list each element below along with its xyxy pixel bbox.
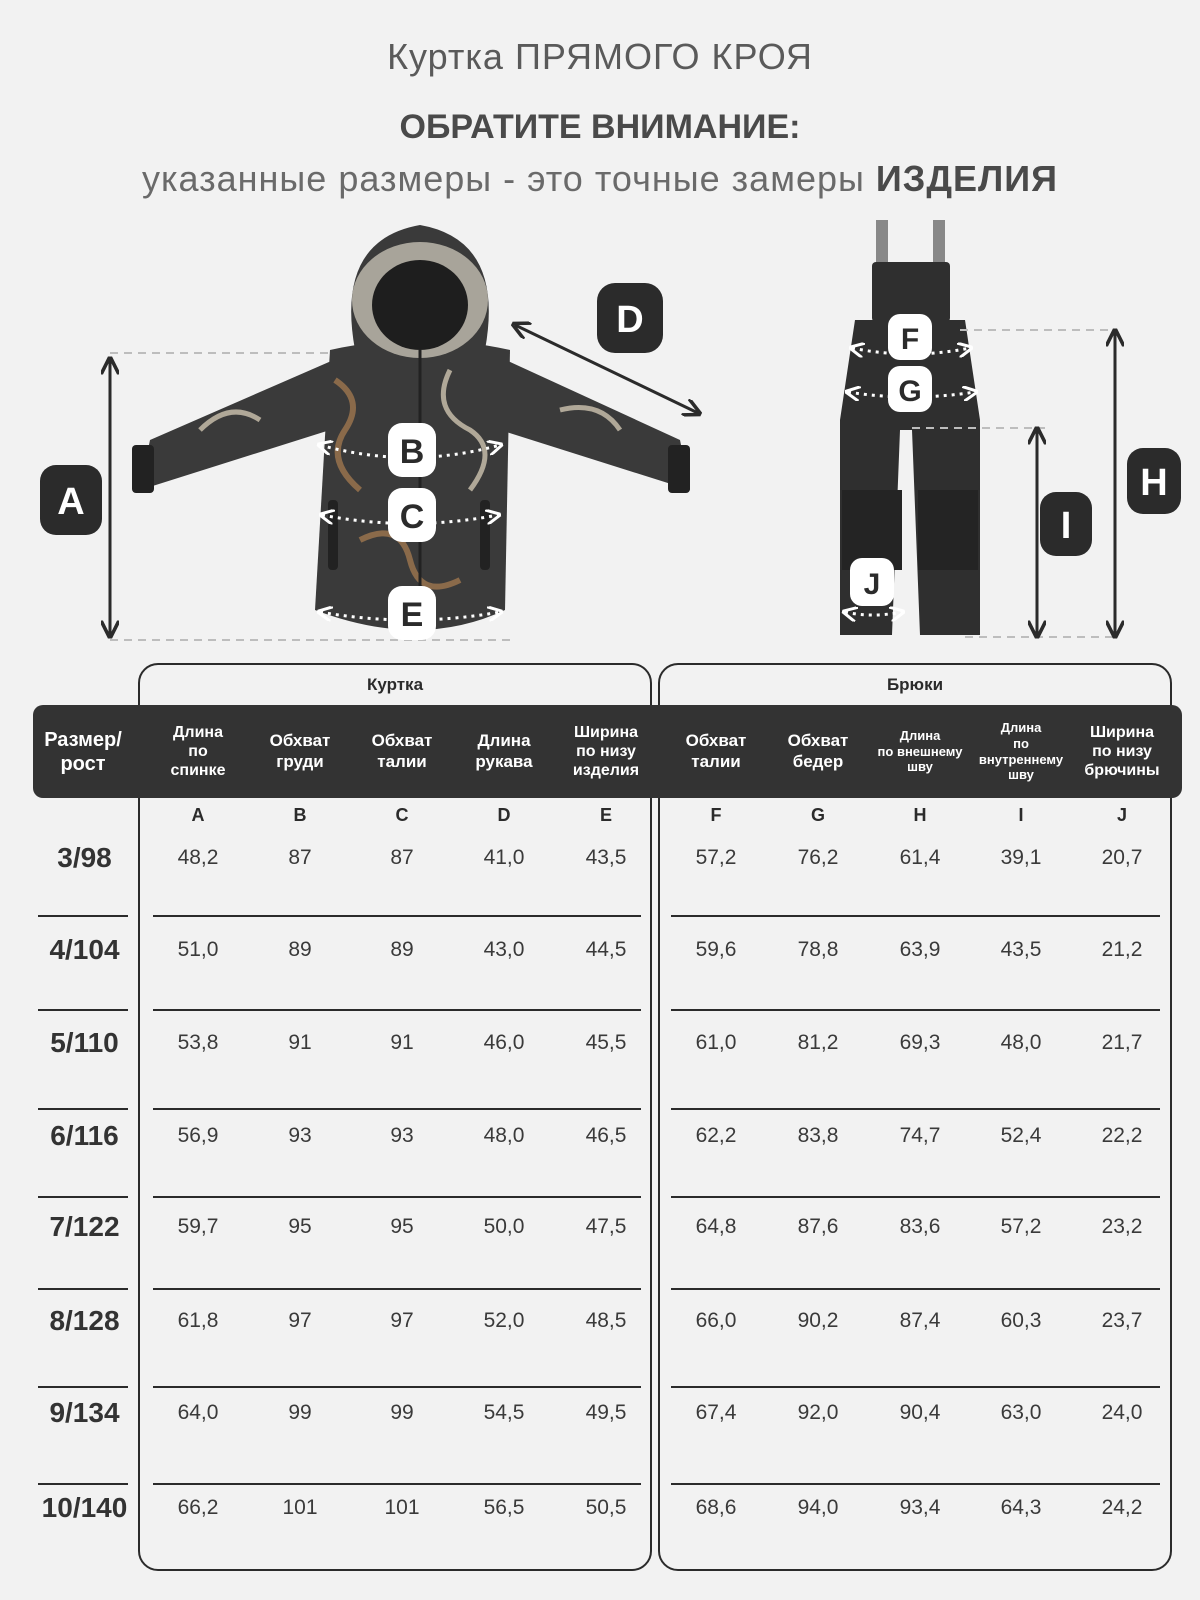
table-cell: 50,5 (585, 1496, 627, 1519)
column-letter-j: J (1116, 805, 1127, 825)
table-cell: 93 (288, 1124, 312, 1147)
note-text: указанные размеры - это точные замеры (141, 158, 865, 199)
column-letter-e: E (599, 805, 612, 825)
column-header-d (452, 705, 556, 798)
row-divider (671, 1108, 1160, 1110)
jacket-group-frame (138, 663, 652, 1571)
row-size-label: 4/104 (49, 934, 120, 965)
table-cell: 48,0 (483, 1124, 525, 1147)
table-cell: 66,2 (177, 1496, 219, 1519)
table-cell: 99 (288, 1401, 312, 1424)
label-G (888, 366, 932, 412)
jacket-group-title: Куртка (366, 675, 424, 694)
column-header-f (664, 705, 768, 798)
table-cell: 51,0 (177, 938, 219, 961)
row-divider (671, 1009, 1160, 1011)
table-cell: 90,2 (797, 1309, 839, 1332)
column-header-line: Длина (1000, 720, 1042, 736)
svg-text:I: I (1060, 505, 1072, 547)
row-size-label: 10/140 (41, 1492, 128, 1523)
table-cell: 21,7 (1101, 1031, 1143, 1054)
column-header-b (248, 705, 352, 798)
row-divider (153, 1108, 641, 1110)
column-header-line: шву (907, 759, 933, 775)
table-cell: 59,7 (177, 1215, 219, 1238)
table-cell: 93 (390, 1124, 414, 1147)
table-cell: 22,2 (1101, 1124, 1143, 1147)
table-cell: 57,2 (1000, 1215, 1042, 1238)
column-header-line: по низу (1092, 742, 1152, 760)
row-divider (153, 1009, 641, 1011)
column-header-e (554, 705, 658, 798)
row-divider (153, 1288, 641, 1290)
column-letter-a: A (191, 805, 205, 825)
column-header-line: по внешнему (877, 743, 963, 759)
table-cell: 76,2 (797, 846, 839, 869)
column-header-line: Обхват (269, 731, 331, 751)
table-cell: 87 (288, 846, 312, 869)
table-cell: 44,5 (585, 938, 627, 961)
table-cell: 78,8 (797, 938, 839, 961)
column-header-line: Ширина (573, 723, 639, 741)
column-header-line: изделия (572, 762, 640, 780)
table-cell: 21,2 (1101, 938, 1143, 961)
column-header-j (1070, 705, 1174, 798)
column-letter-g: G (810, 805, 825, 825)
table-cell: 95 (288, 1215, 312, 1238)
column-header-line: талии (691, 751, 741, 771)
table-cell: 87,6 (797, 1215, 839, 1238)
svg-text:F: F (900, 323, 920, 356)
column-header-g (766, 705, 870, 798)
row-divider (153, 1196, 641, 1198)
table-cell: 52,0 (483, 1309, 525, 1332)
column-header-a (146, 705, 250, 798)
table-cell: 48,0 (1000, 1031, 1042, 1054)
table-cell: 93,4 (899, 1496, 941, 1519)
label-C (388, 488, 436, 542)
table-cell: 56,5 (483, 1496, 525, 1519)
title-emphasis: ПРЯМОГО КРОЯ (514, 36, 813, 77)
table-cell: 54,5 (483, 1401, 525, 1424)
row-divider (38, 1196, 128, 1198)
svg-text:G: G (898, 375, 922, 408)
column-header-h (868, 705, 972, 798)
row-size-label: 6/116 (50, 1120, 119, 1151)
size-header (33, 705, 133, 798)
column-header-line: по (1013, 735, 1029, 751)
table-cell: 63,0 (1000, 1401, 1042, 1424)
svg-text:J: J (863, 568, 881, 601)
column-letter-d: D (497, 805, 511, 825)
table-cell: 52,4 (1000, 1124, 1042, 1147)
svg-text:B: B (399, 433, 425, 471)
row-divider (153, 915, 641, 917)
row-divider (671, 1288, 1160, 1290)
table-cell: 64,3 (1000, 1496, 1042, 1519)
table-cell: 43,5 (585, 846, 627, 869)
table-cell: 64,0 (177, 1401, 219, 1424)
table-cell: 45,5 (585, 1031, 627, 1054)
column-letter-c: C (395, 805, 409, 825)
label-D (597, 283, 663, 353)
table-cell: 23,2 (1101, 1215, 1143, 1238)
table-cell: 90,4 (899, 1401, 941, 1424)
label-F (888, 314, 932, 360)
table-cell: 74,7 (899, 1124, 941, 1147)
svg-text:C: C (399, 498, 425, 536)
note-bold: ИЗДЕЛИЯ (875, 158, 1058, 199)
table-cell: 59,6 (695, 938, 737, 961)
table-cell: 56,9 (177, 1124, 219, 1147)
garment-illustration (0, 210, 1200, 650)
table-cell: 89 (288, 938, 312, 961)
table-cell: 87,4 (899, 1309, 941, 1332)
table-cell: 101 (282, 1496, 318, 1519)
row-divider (671, 1483, 1160, 1485)
table-header (33, 705, 1182, 798)
column-header-line: Длина (173, 723, 223, 741)
table-cell: 69,3 (899, 1031, 941, 1054)
row-divider (38, 1288, 128, 1290)
pants-group-title: Брюки (886, 675, 944, 694)
table-cell: 57,2 (695, 846, 737, 869)
table-cell: 20,7 (1101, 846, 1143, 869)
column-header-line: бедер (792, 751, 844, 771)
label-E (388, 586, 436, 640)
table-cell: 83,6 (899, 1215, 941, 1238)
column-header-line: спинке (170, 762, 226, 780)
table-cell: 63,9 (899, 938, 941, 961)
column-header-line: шву (1008, 767, 1034, 783)
table-cell: 46,0 (483, 1031, 525, 1054)
column-header-line: талии (377, 751, 427, 771)
table-cell: 43,5 (1000, 938, 1042, 961)
table-cell: 68,6 (695, 1496, 737, 1519)
row-divider (38, 1009, 128, 1011)
column-header-line: Обхват (371, 731, 433, 751)
table-cell: 101 (384, 1496, 420, 1519)
column-letter-i: I (1018, 805, 1024, 825)
table-cell: 66,0 (695, 1309, 737, 1332)
attention-heading: ОБРАТИТЕ ВНИМАНИЕ: (399, 108, 801, 146)
column-header-line: Длина (899, 728, 941, 744)
pants-group-frame (658, 663, 1172, 1571)
table-cell: 60,3 (1000, 1309, 1042, 1332)
table-cell: 97 (390, 1309, 414, 1332)
row-divider (38, 1386, 128, 1388)
table-cell: 47,5 (585, 1215, 627, 1238)
table-cell: 48,2 (177, 846, 219, 869)
row-divider (38, 1483, 128, 1485)
table-cell: 50,0 (483, 1215, 525, 1238)
size-header-line: рост (60, 752, 106, 775)
table-cell: 24,2 (1101, 1496, 1143, 1519)
table-cell: 99 (390, 1401, 414, 1424)
row-divider (671, 1386, 1160, 1388)
table-cell: 48,5 (585, 1309, 627, 1332)
column-letter-b: B (293, 805, 307, 825)
size-header-line: Размер/ (44, 728, 122, 751)
table-cell: 43,0 (483, 938, 525, 961)
column-header-line: по низу (576, 742, 636, 760)
row-size-label: 7/122 (49, 1211, 120, 1242)
svg-text:H: H (1140, 462, 1168, 504)
title-prefix: Куртка (387, 36, 504, 77)
table-cell: 91 (390, 1031, 414, 1054)
table-cell: 61,4 (899, 846, 941, 869)
row-size-label: 8/128 (49, 1305, 120, 1336)
column-header-line: брючины (1084, 762, 1160, 780)
column-header-i (969, 705, 1073, 798)
table-cell: 46,5 (585, 1124, 627, 1147)
table-cell: 61,0 (695, 1031, 737, 1054)
column-letter-f: F (710, 805, 722, 825)
attention-note (0, 158, 1200, 200)
row-divider (671, 1196, 1160, 1198)
table-cell: 39,1 (1000, 846, 1042, 869)
table-cell: 24,0 (1101, 1401, 1143, 1424)
column-header-line: Обхват (787, 731, 849, 751)
column-header-line: Обхват (685, 731, 747, 751)
table-cell: 53,8 (177, 1031, 219, 1054)
page-title (0, 36, 1200, 78)
table-cell: 87 (390, 846, 414, 869)
table-cell: 62,2 (695, 1124, 737, 1147)
row-divider (38, 915, 128, 917)
row-divider (153, 1386, 641, 1388)
table-cell: 83,8 (797, 1124, 839, 1147)
table-cell: 95 (390, 1215, 414, 1238)
label-I (1040, 492, 1092, 556)
label-A (40, 465, 102, 535)
table-cell: 49,5 (585, 1401, 627, 1424)
table-cell: 67,4 (695, 1401, 737, 1424)
row-size-label: 3/98 (57, 842, 112, 873)
table-cell: 81,2 (797, 1031, 839, 1054)
column-header-line: груди (276, 751, 324, 771)
row-divider (671, 915, 1160, 917)
table-cell: 23,7 (1101, 1309, 1143, 1332)
table-cell: 92,0 (797, 1401, 839, 1424)
table-cell: 41,0 (483, 846, 525, 869)
label-B (388, 423, 436, 477)
table-cell: 61,8 (177, 1309, 219, 1332)
label-J (850, 558, 894, 606)
table-cell: 89 (390, 938, 414, 961)
column-header-c (350, 705, 454, 798)
label-H (1127, 448, 1181, 514)
table-cell: 91 (288, 1031, 312, 1054)
column-header-line: рукава (475, 751, 533, 771)
svg-text:E: E (400, 596, 424, 634)
table-cell: 97 (288, 1309, 312, 1332)
row-size-label: 5/110 (50, 1027, 119, 1058)
column-header-line: по (188, 742, 208, 760)
row-divider (153, 1483, 641, 1485)
column-header-line: Длина (477, 731, 531, 751)
row-size-label: 9/134 (49, 1397, 120, 1428)
svg-text:D: D (616, 299, 644, 341)
column-header-line: внутреннему (978, 751, 1064, 767)
table-cell: 94,0 (797, 1496, 839, 1519)
column-header-line: Ширина (1089, 723, 1155, 741)
column-letter-h: H (913, 805, 927, 825)
table-cell: 64,8 (695, 1215, 737, 1238)
row-divider (38, 1108, 128, 1110)
svg-text:A: A (57, 481, 85, 523)
